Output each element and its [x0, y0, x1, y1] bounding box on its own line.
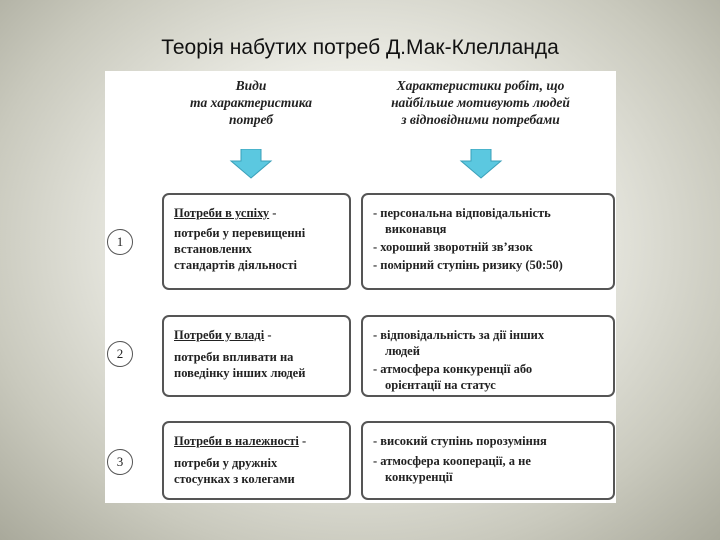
trait-line: - персональна відповідальність	[373, 206, 551, 220]
need-description-line: поведінку інших людей	[174, 366, 306, 380]
need-description-line: потреби у перевищенні	[174, 226, 306, 240]
trait-line: - помірний ступінь ризику (50:50)	[373, 258, 563, 272]
left-header-line: та характеристика	[190, 95, 312, 110]
right-header-line: найбільше мотивують людей	[391, 95, 570, 110]
need-heading: Потреби в належності -	[174, 434, 307, 448]
right-header-line: Характеристики робіт, що	[396, 78, 565, 93]
left-header-line: потреб	[228, 112, 274, 127]
need-box	[162, 421, 351, 500]
need-heading: Потреби в успіху -	[174, 206, 277, 220]
traits-box	[361, 421, 615, 500]
need-box	[162, 193, 351, 290]
trait-line: - високий ступінь порозуміння	[373, 434, 547, 448]
left-column-header	[161, 77, 341, 128]
need-heading: Потреби у владі -	[174, 328, 272, 342]
left-header-line: Види	[235, 78, 267, 93]
row-number-circle: 2	[107, 341, 133, 367]
need-description-line: потреби у дружніх	[174, 456, 278, 470]
right-header-line: з відповідними потребами	[401, 112, 560, 127]
row-number-circle: 3	[107, 449, 133, 475]
trait-line: - хороший зворотній зв’язок	[373, 240, 533, 254]
need-description-line: стосунках з колегами	[174, 472, 295, 486]
trait-line: - атмосфера конкуренції або	[373, 362, 533, 376]
trait-line: орієнтації на статус	[385, 378, 496, 392]
need-description-line: встановлених	[174, 242, 252, 256]
traits-box	[361, 315, 615, 397]
down-arrow-icon	[229, 149, 273, 179]
down-arrow-icon	[459, 149, 503, 179]
slide-title: Теорія набутих потреб Д.Мак-Клелланда	[161, 36, 559, 59]
right-column-header	[358, 77, 603, 128]
row-number-circle: 1	[107, 229, 133, 255]
need-description-line: стандартів діяльності	[174, 258, 297, 272]
need-box	[162, 315, 351, 397]
trait-line: людей	[385, 344, 420, 358]
traits-box	[361, 193, 615, 290]
trait-line: конкуренції	[385, 470, 453, 484]
trait-line: - атмосфера кооперації, а не	[373, 454, 531, 468]
trait-line: виконавця	[385, 222, 447, 236]
trait-line: - відповідальність за дії інших	[373, 328, 545, 342]
need-description-line: потреби впливати на	[174, 350, 294, 364]
diagram-panel	[105, 71, 616, 503]
